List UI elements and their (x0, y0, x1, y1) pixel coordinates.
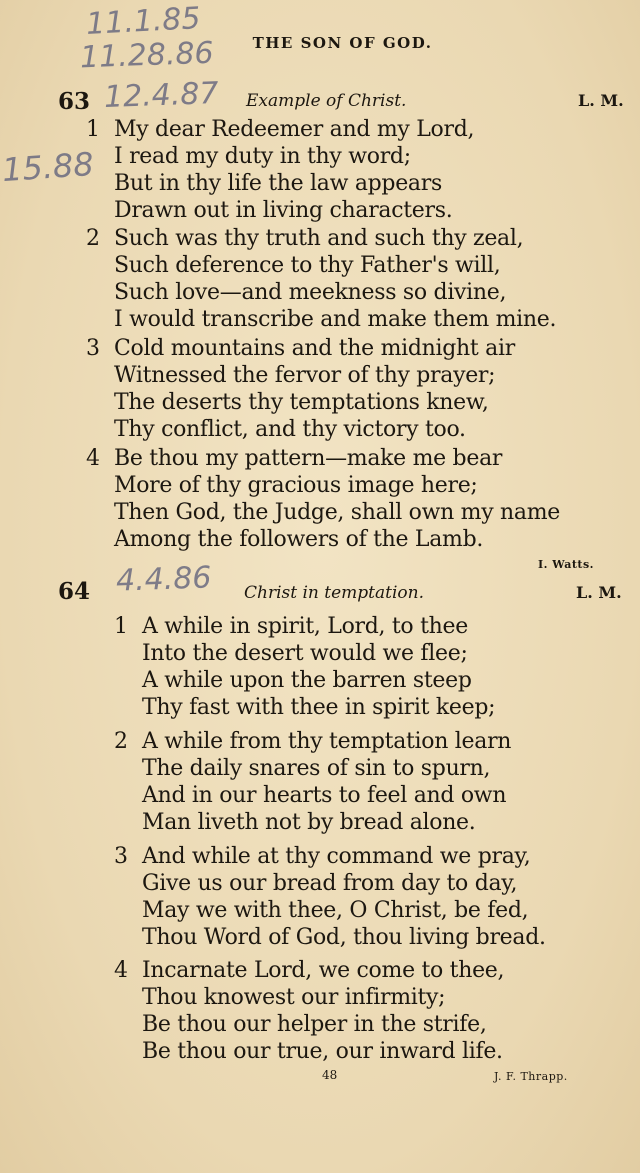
verse-line: Man liveth not by bread alone. (142, 810, 476, 835)
hymn-title: Example of Christ. (246, 91, 407, 111)
verse-line: Witnessed the fervor of thy prayer; (114, 363, 496, 388)
verse-line: And in our hearts to feel and own (142, 783, 507, 808)
verse-line: Cold mountains and the midnight air (114, 336, 515, 361)
verse-line: Be thou our true, our inward life. (142, 1039, 503, 1064)
verse-line: More of thy gracious image here; (114, 473, 478, 498)
verse-line: Among the followers of the Lamb. (114, 527, 484, 552)
stanza-number: 1 (86, 117, 100, 142)
verse-line: Incarnate Lord, we come to thee, (142, 958, 505, 983)
handwritten-note: 15.88 (0, 144, 95, 190)
verse-line: And while at thy command we pray, (142, 844, 531, 869)
hymn-number: 64 (58, 578, 91, 605)
hymn-meter: L. M. (578, 91, 624, 110)
running-head: THE SON OF GOD. (252, 34, 433, 52)
hymn-author: I. Watts. (538, 558, 595, 571)
verse-line: May we with thee, O Christ, be fed, (142, 898, 529, 923)
verse-line: I would transcribe and make them mine. (114, 307, 557, 332)
verse-line: Give us our bread from day to day, (142, 871, 518, 896)
hymn-author: J. F. Thrapp. (494, 1070, 568, 1083)
verse-line: Be thou my pattern—make me bear (114, 446, 503, 471)
verse-line: Thy fast with thee in spirit keep; (142, 695, 496, 720)
handwritten-note: 4.4.86 (115, 560, 213, 599)
verse-line: But in thy life the law appears (114, 171, 442, 196)
handwritten-note: 12.4.87 (103, 76, 220, 115)
verse-line: Thy conflict, and thy victory too. (114, 417, 466, 442)
verse-line: The daily snares of sin to spurn, (142, 756, 491, 781)
stanza-number: 4 (114, 958, 128, 983)
stanza-number: 2 (86, 226, 100, 251)
verse-line: A while upon the barren steep (142, 668, 472, 693)
verse-line: Thou Word of God, thou living bread. (142, 925, 546, 950)
hymn-meter: L. M. (576, 583, 622, 602)
handwritten-note: 11.28.86 (79, 35, 215, 76)
stanza-number: 2 (114, 729, 128, 754)
hymn-number: 63 (58, 88, 91, 115)
verse-line: Be thou our helper in the strife, (142, 1012, 487, 1037)
verse-line: Thou knowest our infirmity; (142, 985, 446, 1010)
page-number: 48 (322, 1068, 338, 1082)
verse-line: Then God, the Judge, shall own my name (114, 500, 561, 525)
verse-line: My dear Redeemer and my Lord, (114, 117, 475, 142)
stanza-number: 1 (114, 614, 128, 639)
verse-line: I read my duty in thy word; (114, 144, 411, 169)
hymn-title: Christ in temptation. (244, 583, 424, 603)
verse-line: Into the desert would we flee; (142, 641, 468, 666)
verse-line: A while in spirit, Lord, to thee (142, 614, 468, 639)
handwritten-note: 11.1.85 (85, 1, 202, 42)
stanza-number: 3 (114, 844, 128, 869)
stanza-number: 3 (86, 336, 100, 361)
verse-line: Such was thy truth and such thy zeal, (114, 226, 524, 251)
verse-line: Such love—and meekness so divine, (114, 280, 507, 305)
verse-line: A while from thy temptation learn (142, 729, 512, 754)
verse-line: Drawn out in living characters. (114, 198, 453, 223)
verse-line: The deserts thy temptations knew, (114, 390, 489, 415)
verse-line: Such deference to thy Father's will, (114, 253, 501, 278)
stanza-number: 4 (86, 446, 100, 471)
